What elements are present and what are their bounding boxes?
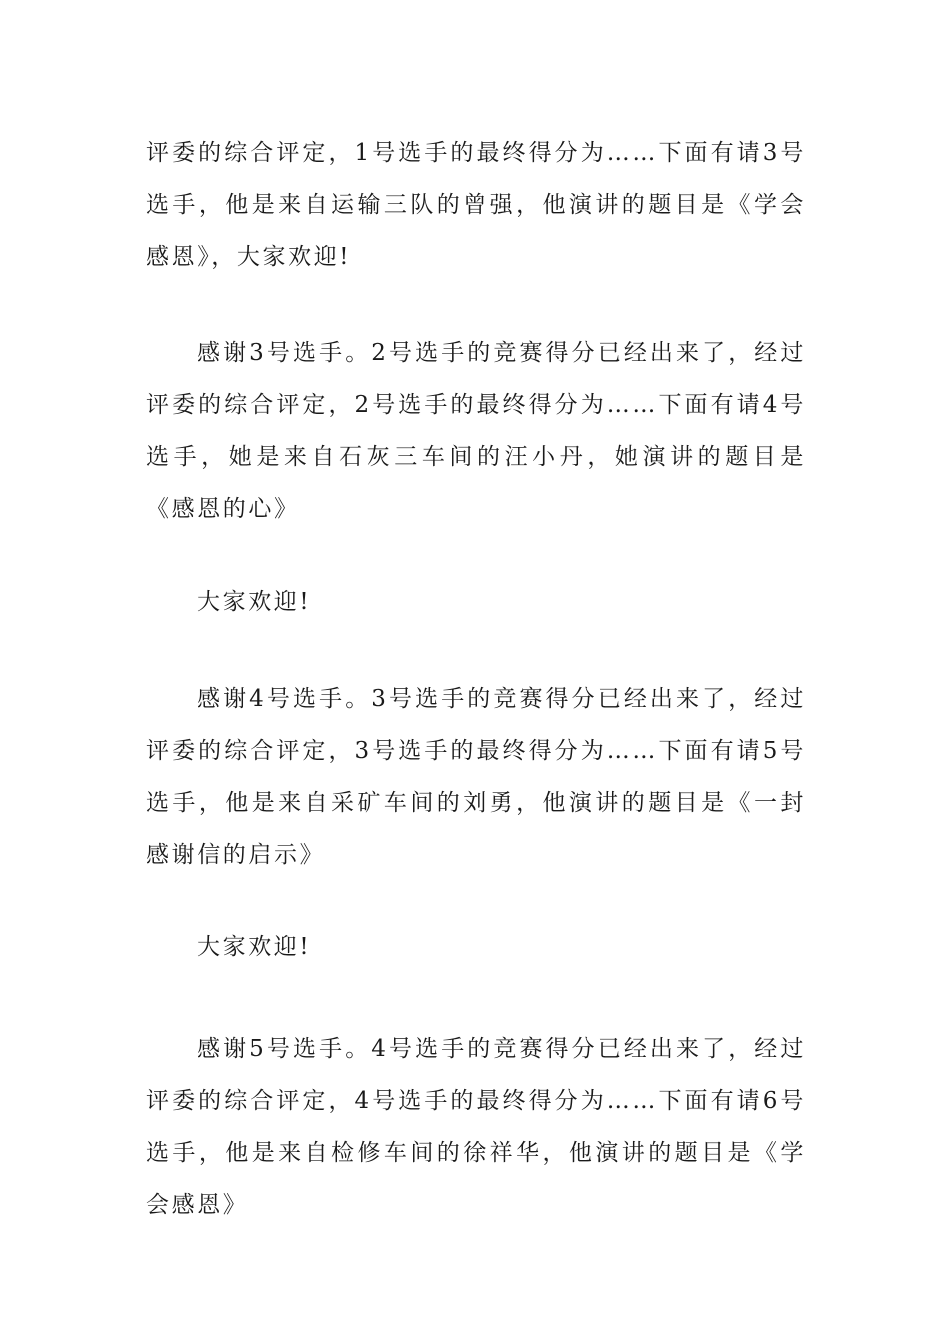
paragraph: 感谢3号选手。2号选手的竞赛得分已经出来了，经过评委的综合评定，2号选手的最终得分为……下面有请4号选手，她是来自石灰三车间的汪小丹，她演讲的题目是《感恩的心》 (146, 340, 806, 522)
paragraph: 感谢5号选手。4号选手的竞赛得分已经出来了，经过评委的综合评定，4号选手的最终得分为……下面有请6号选手，他是来自检修车间的徐祥华，他演讲的题目是《学会感恩》 (146, 1036, 806, 1218)
paragraph-continuation: 评委的综合评定，1号选手的最终得分为……下面有请3号选手，他是来自运输三队的曾强，他演讲的题目是《学会感恩》，大家欢迎! (146, 140, 806, 270)
paragraph: 大家欢迎! (197, 589, 312, 615)
paragraph: 大家欢迎! (197, 934, 312, 960)
paragraph: 感谢4号选手。3号选手的竞赛得分已经出来了，经过评委的综合评定，3号选手的最终得分为……下面有请5号选手，他是来自采矿车间的刘勇，他演讲的题目是《一封感谢信的启示》 (146, 686, 806, 868)
